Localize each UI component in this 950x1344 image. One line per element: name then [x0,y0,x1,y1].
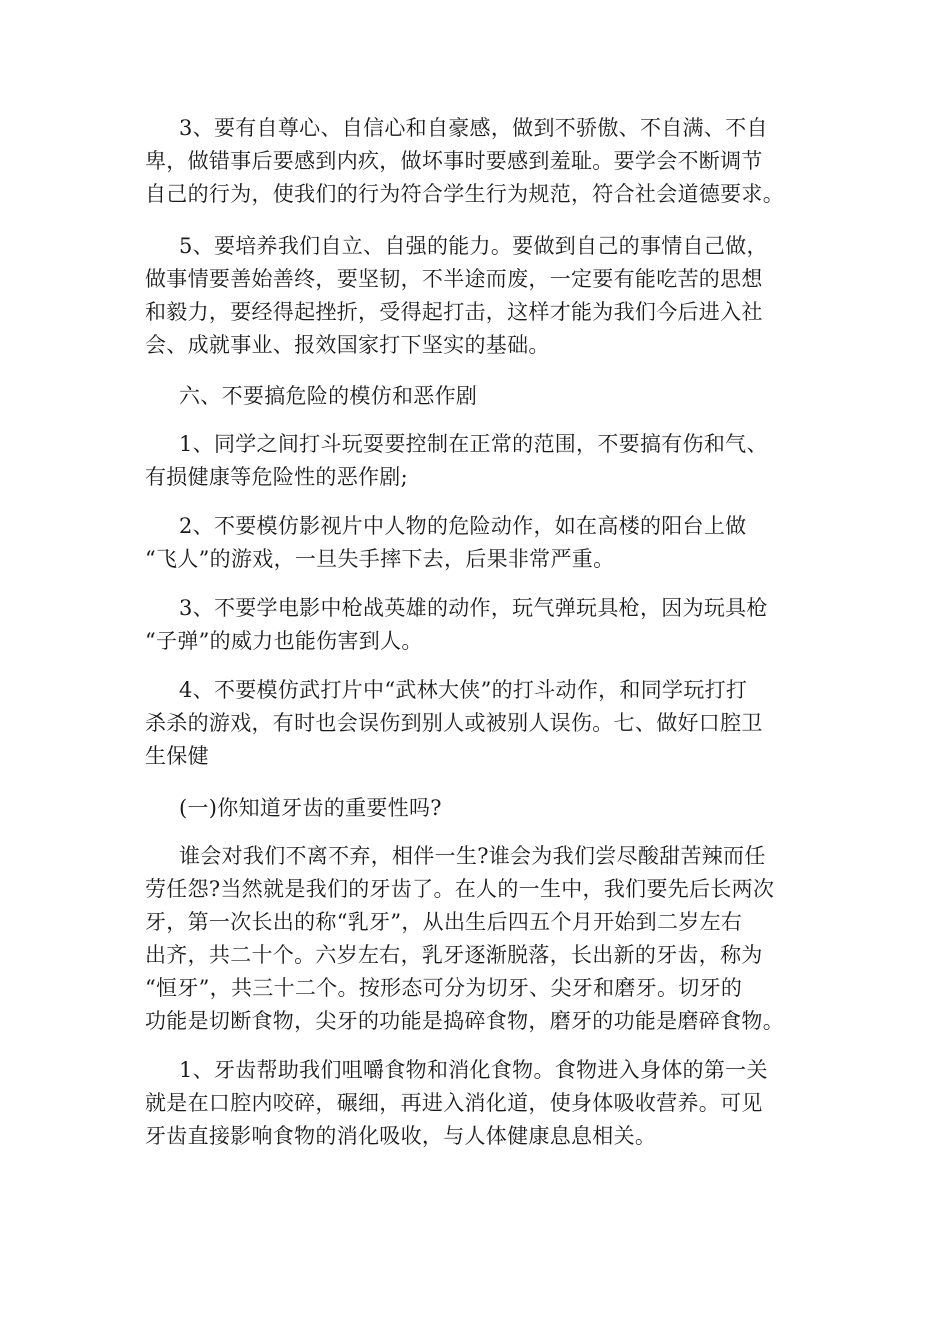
text-line: 会、成就事业、报效国家打下坚实的基础。 [145,333,550,357]
paragraph-item-1 [145,428,768,494]
text-line: 谁会对我们不离不弃，相伴一生?谁会为我们尝尽酸甜苦辣而任 [179,844,766,868]
paragraph-item-4 [145,674,763,773]
paragraph-teeth-digestion [145,1054,768,1153]
paragraph-item-3 [145,592,768,658]
text-line: 1、同学之间打斗玩耍要控制在正常的范围，不要搞有伤和气、 [179,432,768,456]
text-line: (一)你知道牙齿的重要性吗? [179,796,442,820]
section-heading-six [145,380,477,413]
text-line: 有损健康等危险性的恶作剧; [145,465,408,489]
text-line: 2、不要模仿影视片中人物的危险动作，如在高楼的阳台上做 [179,514,747,538]
text-line: 4、不要模仿武打片中“武林大侠”的打斗动作，和同学玩打打 [179,678,748,702]
text-line: 杀杀的游戏，有时也会误伤到别人或被别人误伤。七、做好口腔卫 [145,711,763,735]
subsection-heading-teeth [145,792,442,825]
text-line: 做事情要善始善终，要坚韧，不半途而废，一定要有能吃苦的思想 [145,267,763,291]
text-line: 劳任怨?当然就是我们的牙齿了。在人的一生中，我们要先后长两次 [145,877,775,901]
text-line: 牙齿直接影响食物的消化吸收，与人体健康息息相关。 [145,1124,657,1148]
text-line: 出齐，共二十个。六岁左右，乳牙逐渐脱落，长出新的牙齿，称为 [145,943,763,967]
text-line: “子弹”的威力也能伤害到人。 [145,629,423,653]
text-line: 牙，第一次长出的称“乳牙”，从出生后四五个月开始到二岁左右 [145,910,743,934]
text-line: 和毅力，要经得起挫折，受得起打击，这样才能为我们今后进入社 [145,300,763,324]
text-line: 六、不要搞危险的模仿和恶作剧 [179,384,478,408]
text-line: 3、要有自尊心、自信心和自豪感，做到不骄傲、不自满、不自 [179,116,768,140]
text-line: 1、牙齿帮助我们咀嚼食物和消化食物。食物进入身体的第一关 [179,1058,768,1082]
paragraph-self-reliance [145,230,768,362]
text-line: 5、要培养我们自立、自强的能力。要做到自己的事情自己做， [179,234,768,258]
text-line: 3、不要学电影中枪战英雄的动作，玩气弹玩具枪，因为玩具枪 [179,596,768,620]
text-line: 生保健 [145,744,209,768]
paragraph-teeth-intro [145,840,784,1038]
text-line: 功能是切断食物，尖牙的功能是捣碎食物，磨牙的功能是磨碎食物。 [145,1009,784,1033]
text-line: 自己的行为，使我们的行为符合学生行为规范，符合社会道德要求。 [145,182,784,206]
text-line: “恒牙”，共三十二个。按形态可分为切牙、尖牙和磨牙。切牙的 [145,976,743,1000]
text-line: 卑，做错事后要感到内疚，做坏事时要感到羞耻。要学会不断调节 [145,149,763,173]
paragraph-self-esteem [145,112,784,211]
text-line: 就是在口腔内咬碎，碾细，再进入消化道，使身体吸收营养。可见 [145,1091,763,1115]
text-line: “飞人”的游戏，一旦失手摔下去，后果非常严重。 [145,547,615,571]
paragraph-item-2 [145,510,746,576]
